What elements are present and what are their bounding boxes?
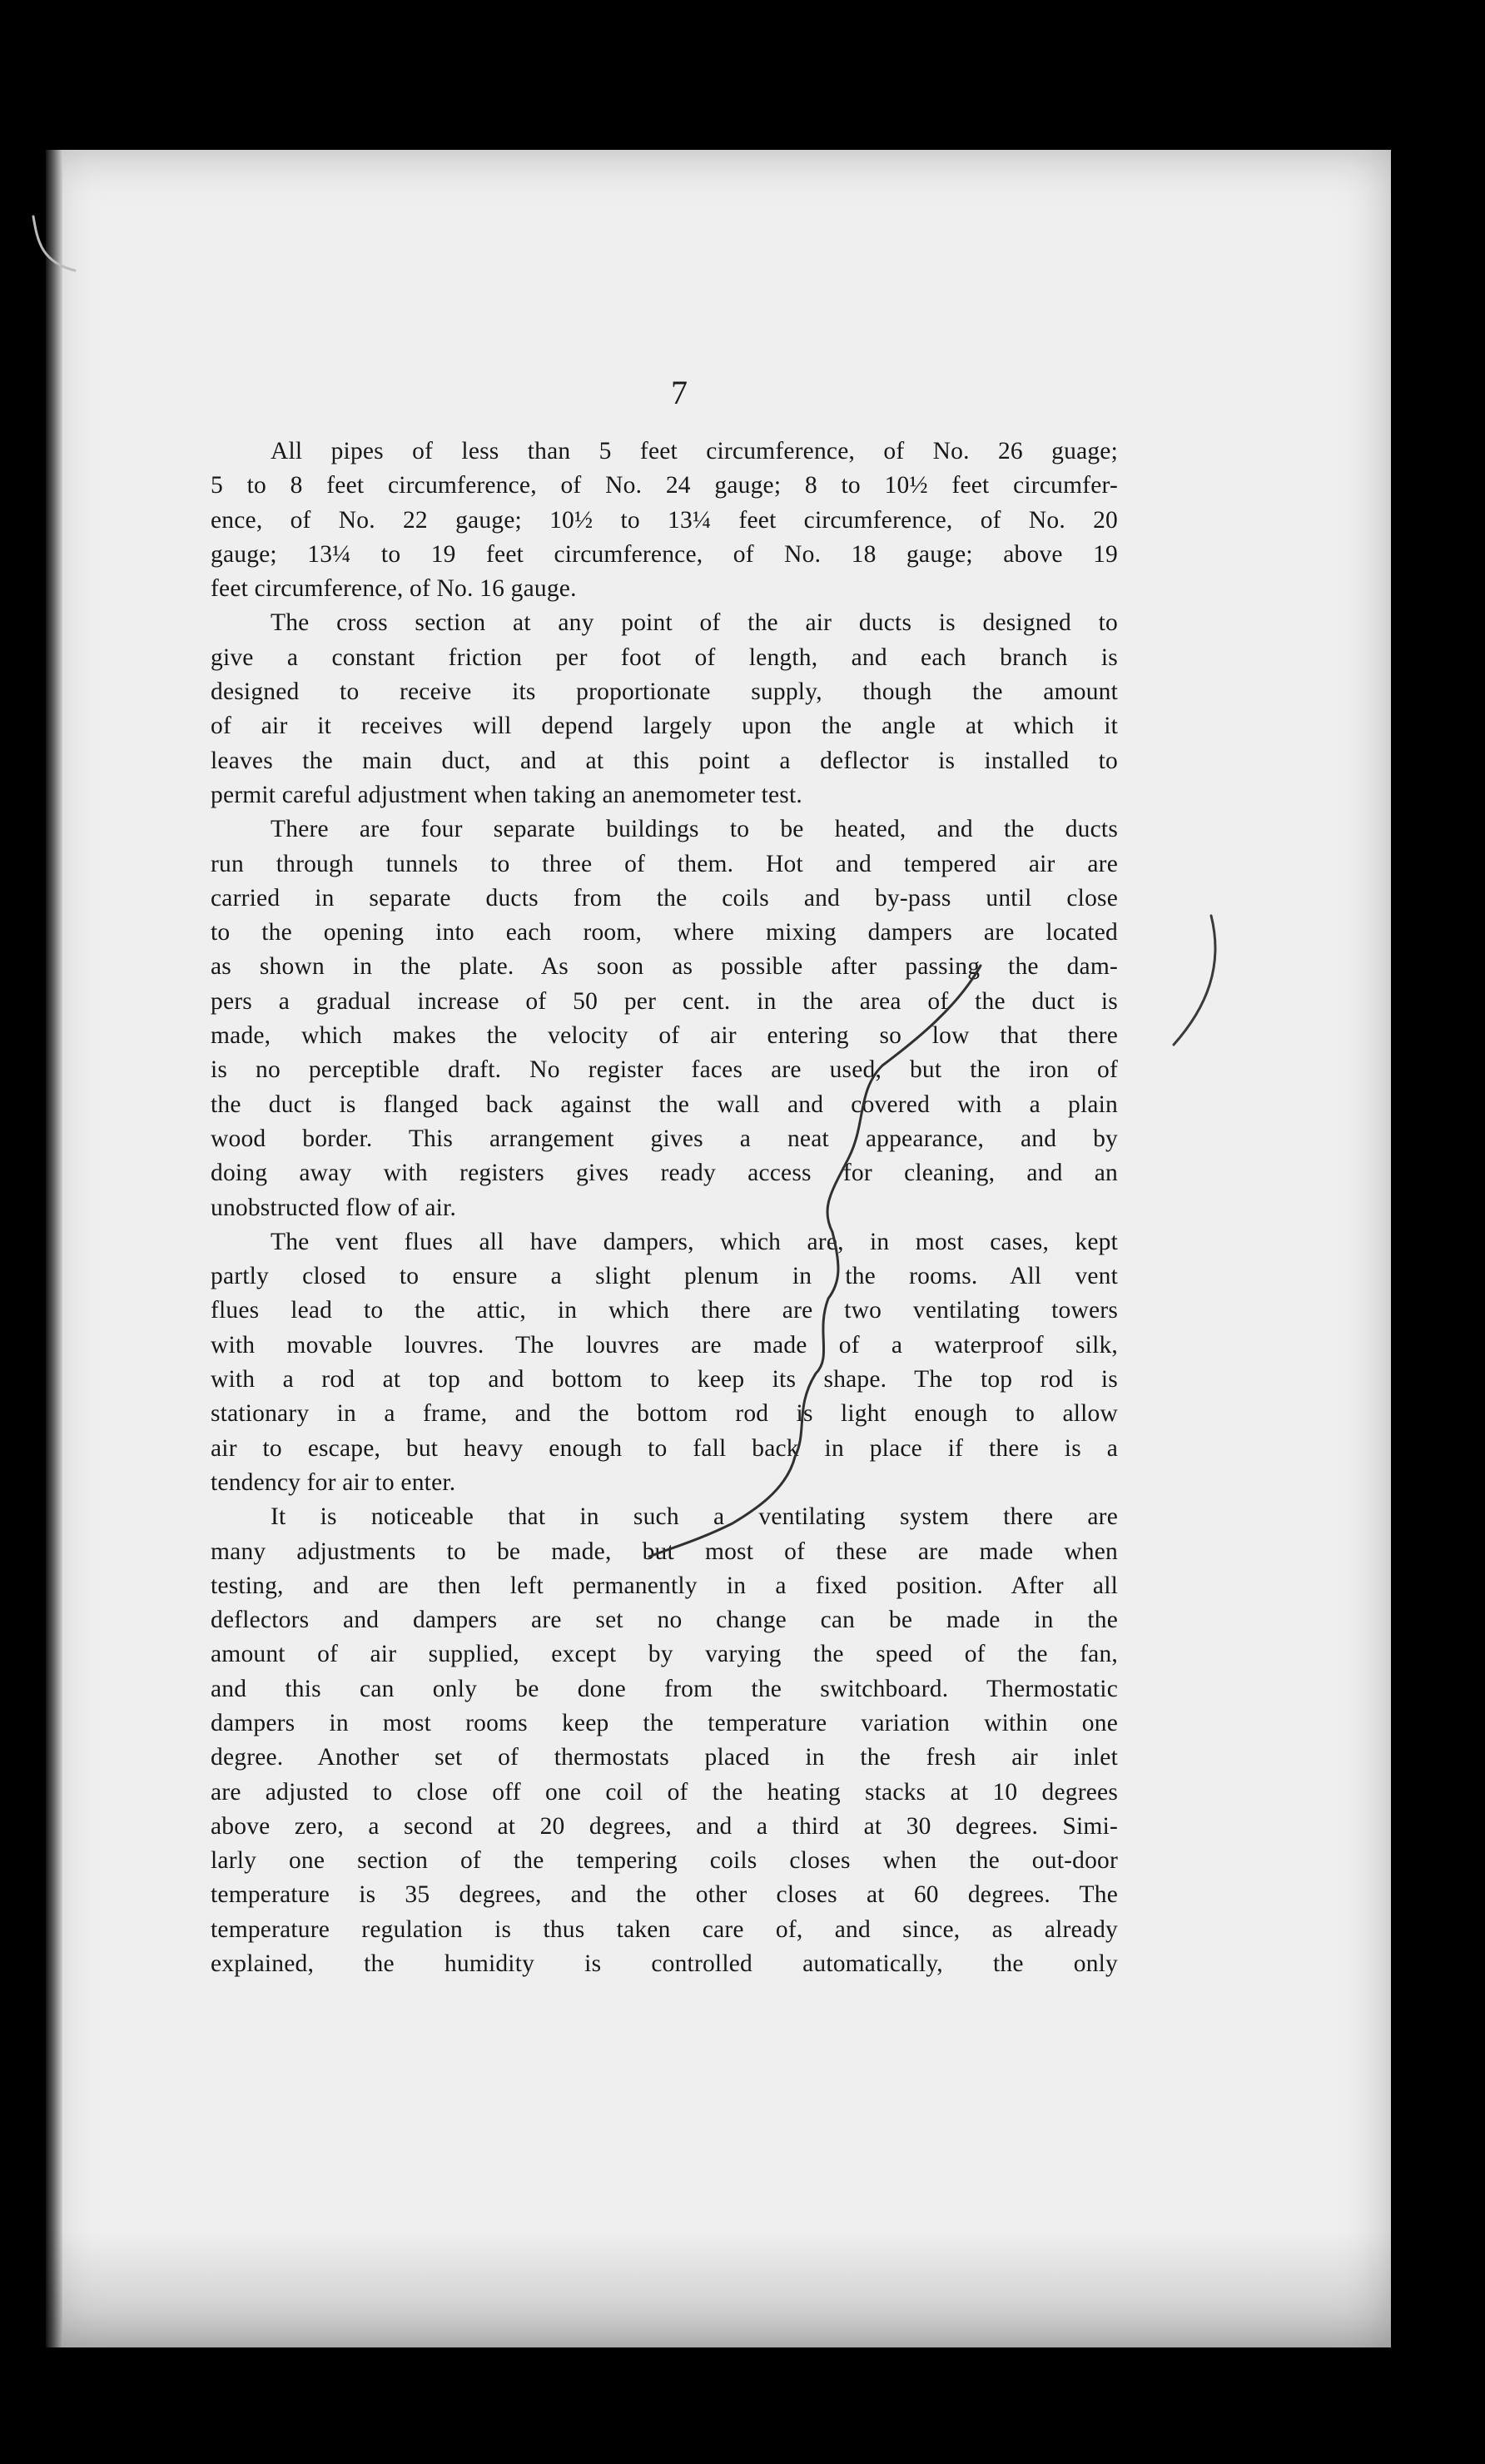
text-line: temperature regulation is thus taken care of, and since, as already <box>211 1915 1118 1943</box>
text-line: testing, and are then left permanently in a fixed position. After all <box>211 1572 1118 1599</box>
text-line: is no perceptible draft. No register faces are used, but the iron of <box>211 1056 1118 1084</box>
text-line: many adjustments to be made, but most of these are made when <box>211 1538 1118 1565</box>
page-shadow <box>46 2231 1391 2347</box>
text-line: leaves the main duct, and at this point a deflector is installed to <box>211 747 1118 774</box>
paragraph-adjustments <box>211 1500 1118 1981</box>
text-line: tendency for air to enter. <box>211 1468 456 1496</box>
text-line: dampers in most rooms keep the temperature variation within one <box>211 1709 1118 1736</box>
text-line: stationary in a frame, and the bottom rod is light enough to allow <box>211 1400 1118 1428</box>
text-line: pers a gradual increase of 50 per cent. in the area of the duct is <box>211 987 1118 1015</box>
page-binding-edge <box>46 150 62 2347</box>
text-line: partly closed to ensure a slight plenum in the rooms. All vent <box>211 1263 1118 1290</box>
text-line: ence, of No. 22 gauge; 10½ to 13¼ feet circumference, of No. 20 <box>211 506 1118 534</box>
text-line: feet circumference, of No. 16 gauge. <box>211 575 577 603</box>
text-line: explained, the humidity is controlled automatically, the only <box>211 1950 1118 1978</box>
text-line: larly one section of the tempering coils closes when the out-door <box>211 1847 1118 1875</box>
text-line: are adjusted to close off one coil of the heating stacks at 10 degrees <box>211 1778 1118 1806</box>
text-line: of air it receives will depend largely upon the angle at which it <box>211 713 1118 740</box>
text-line: carried in separate ducts from the coils and by-pass until close <box>211 884 1118 912</box>
paragraph-vent-flues <box>211 1225 1118 1500</box>
text-line: with movable louvres. The louvres are made of a waterproof silk, <box>211 1331 1118 1359</box>
text-line: The cross section at any point of the air ducts is designed to <box>271 609 1118 637</box>
text-line: wood border. This arrangement gives a neat appearance, and by <box>211 1125 1118 1152</box>
paragraph-pipe-gauges <box>211 435 1118 606</box>
text-line: unobstructed flow of air. <box>211 1194 457 1221</box>
text-line: flues lead to the attic, in which there are two ventilating towers <box>211 1297 1118 1324</box>
text-line: The vent flues all have dampers, which are, in most cases, kept <box>271 1228 1118 1255</box>
text-line: gauge; 13¼ to 19 feet circumference, of No. 18 gauge; above 19 <box>211 540 1118 568</box>
text-line: above zero, a second at 20 degrees, and a third at 30 degrees. Simi- <box>211 1812 1118 1840</box>
text-line: temperature is 35 degrees, and the other closes at 60 degrees. The <box>211 1881 1118 1909</box>
body-text <box>211 435 1118 1981</box>
text-line: air to escape, but heavy enough to fall back in place if there is a <box>211 1434 1118 1462</box>
text-line: doing away with registers gives ready access for cleaning, and an <box>211 1160 1118 1187</box>
text-line: as shown in the plate. As soon as possible after passing the dam- <box>211 953 1118 981</box>
text-line: and this can only be done from the switchboard. Thermostatic <box>211 1675 1118 1702</box>
text-line: deflectors and dampers are set no change can be made in the <box>211 1607 1118 1634</box>
text-line: It is noticeable that in such a ventilating system there are <box>271 1503 1118 1531</box>
text-line: There are four separate buildings to be heated, and the ducts <box>271 816 1118 843</box>
text-line: amount of air supplied, except by varying the speed of the fan, <box>211 1641 1118 1668</box>
text-line: give a constant friction per foot of length, and each branch is <box>211 643 1118 671</box>
text-line: with a rod at top and bottom to keep its shape. The top rod is <box>211 1366 1118 1393</box>
text-line: 5 to 8 feet circumference, of No. 24 gauge; 8 to 10½ feet circumfer- <box>211 472 1118 499</box>
paragraph-buildings-ducts <box>211 812 1118 1225</box>
paragraph-cross-section <box>211 606 1118 812</box>
text-line: designed to receive its proportionate supply, though the amount <box>211 678 1118 706</box>
text-line: run through tunnels to three of them. Hot and tempered air are <box>211 850 1118 877</box>
text-line: permit careful adjustment when taking an anemometer test. <box>211 781 802 808</box>
page-number: 7 <box>671 374 688 411</box>
text-line: All pipes of less than 5 feet circumference, of No. 26 guage; <box>271 438 1118 464</box>
text-line: made, which makes the velocity of air entering so low that there <box>211 1022 1118 1050</box>
text-line: degree. Another set of thermostats placed in the fresh air inlet <box>211 1744 1118 1771</box>
text-line: to the opening into each room, where mixing dampers are located <box>211 919 1118 946</box>
text-line: the duct is flanged back against the wall and covered with a plain <box>211 1090 1118 1118</box>
